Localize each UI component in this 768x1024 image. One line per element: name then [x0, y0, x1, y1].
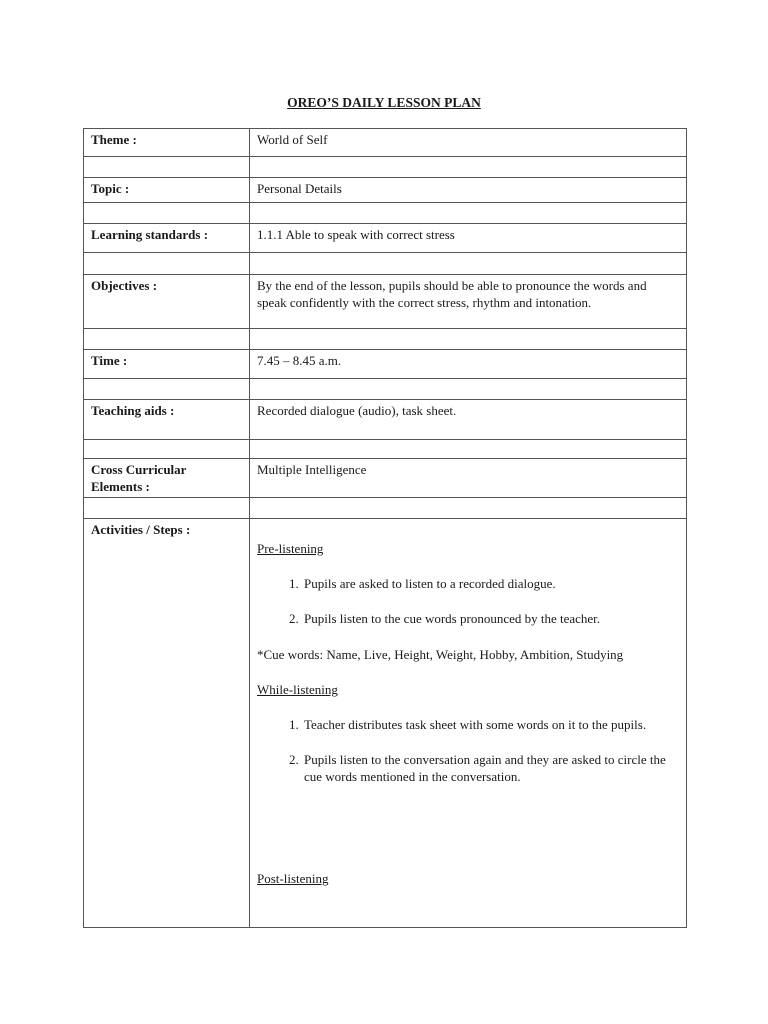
activities-content	[250, 519, 687, 928]
topic-label: Topic :	[84, 178, 250, 203]
learning-standards-label: Learning standards :	[84, 224, 250, 253]
pre-listening-heading: Pre-listening	[257, 541, 324, 556]
cross-curricular-value: Multiple Intelligence	[250, 459, 687, 498]
spacer-row	[84, 253, 687, 275]
cue-words: *Cue words: Name, Live, Height, Weight, Hobby, Ambition, Studying	[257, 647, 624, 662]
while-listening-heading: While-listening	[257, 682, 338, 697]
objectives-label: Objectives :	[84, 275, 250, 329]
while-listening-list	[257, 716, 679, 785]
spacer-row	[84, 203, 687, 224]
lesson-plan-table	[83, 128, 687, 928]
table-row	[84, 459, 687, 498]
pre-listening-list	[257, 575, 679, 627]
teaching-aids-value: Recorded dialogue (audio), task sheet.	[250, 400, 687, 440]
spacer-row	[84, 157, 687, 178]
spacer-row	[84, 498, 687, 519]
topic-value: Personal Details	[250, 178, 687, 203]
table-row	[84, 275, 687, 329]
table-row	[84, 519, 687, 928]
table-row	[84, 400, 687, 440]
theme-value: World of Self	[250, 129, 687, 157]
learning-standards-value: 1.1.1 Able to speak with correct stress	[250, 224, 687, 253]
teaching-aids-label: Teaching aids :	[84, 400, 250, 440]
list-item: 2. Pupils listen to the conversation again and they are asked to circle the cue words mentioned in the conversation.	[302, 751, 679, 785]
table-row	[84, 224, 687, 253]
table-row	[84, 178, 687, 203]
activities-label: Activities / Steps :	[84, 519, 250, 928]
list-item: 1. Pupils are asked to listen to a recorded dialogue.	[302, 575, 679, 592]
page-title: OREO’S DAILY LESSON PLAN	[287, 95, 481, 110]
objectives-value: By the end of the lesson, pupils should be able to pronounce the words and speak confidently with the correct stress, rhythm and intonation.	[250, 275, 687, 329]
list-item: 2. Pupils listen to the cue words pronounced by the teacher.	[302, 610, 679, 627]
list-item: 1. Teacher distributes task sheet with some words on it to the pupils.	[302, 716, 679, 733]
table-row	[84, 129, 687, 157]
spacer-row	[84, 379, 687, 400]
table-row	[84, 350, 687, 379]
spacer-row	[84, 329, 687, 350]
spacer-row	[84, 440, 687, 459]
cross-curricular-label: Cross Curricular Elements :	[84, 459, 250, 498]
theme-label: Theme :	[84, 129, 250, 157]
time-value: 7.45 – 8.45 a.m.	[250, 350, 687, 379]
post-listening-heading: Post-listening	[257, 871, 329, 886]
time-label: Time :	[84, 350, 250, 379]
